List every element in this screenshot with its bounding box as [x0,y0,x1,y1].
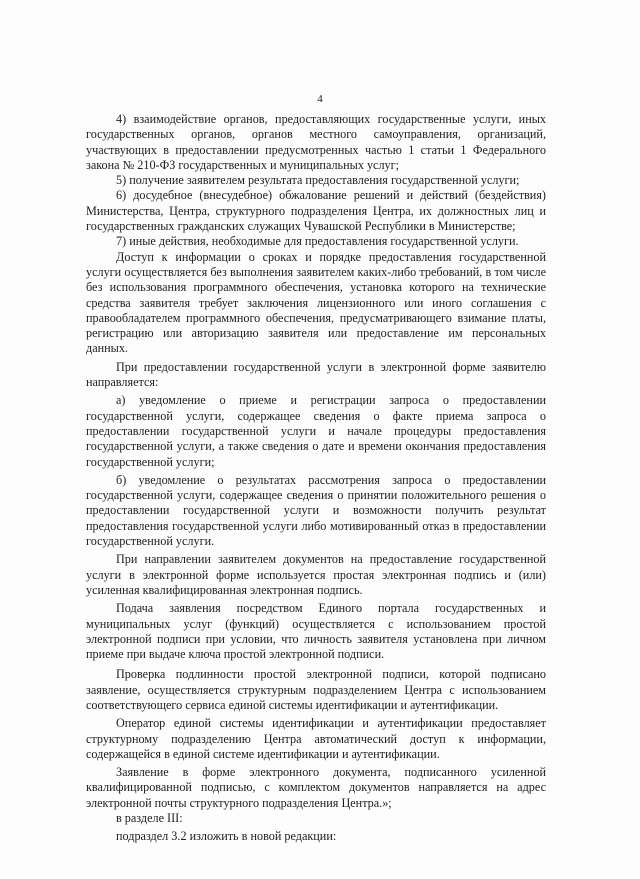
paragraph-signature-check: Проверка подлинности простой электронной подписи, которой подписано заявление, осуществляется структурным подразделением Центра с использованием соответствующего сервиса единой системы идентификации и аутентификации. [86,667,546,712]
paragraph-subsection: подраздел 3.2 изложить в новой редакции: [116,829,337,844]
paragraph-notice-b: б) уведомление о результатах рассмотрения запроса о предоставлении государственной услуги, содержащее сведения о принятии положительного решения о предоставлении государственной услуги и возможности получить результат предоставления государственной услуги либо мотивированный отказ в предоставлении государственной услуги. [86,472,546,549]
paragraph-portal-submission: Подача заявления посредством Единого портала государственных и муниципальных услуг (функций) осуществляется с использованием простой электронной подписи при условии, что личность заявителя установлена при личном приеме при выдаче ключа простой электронной подписи. [86,601,546,662]
paragraph-electronic-form: При предоставлении государственной услуги в электронной форме заявителю направляется: [86,359,546,390]
paragraph-item-6: 6) досудебное (внесудебное) обжалование решений и действий (бездействия) Министерства, Центра, структурного подразделения Центра, их должностных лиц и государственных гражданских служащих Чувашской Республики в Министерстве; [86,188,546,234]
paragraph-section-three: в разделе III: [116,811,183,826]
paragraph-signature: При направлении заявителем документов на предоставление государственной услуги в электронной форме используется простая электронная подпись и (или) усиленная квалифицированная электронная подпись. [86,552,546,597]
paragraph-operator-access: Оператор единой системы идентификации и аутентификации предоставляет структурному подразделению Центра автоматический доступ к информации, содержащейся в единой системе идентификации и аутентификации. [86,716,546,761]
paragraph-item-5: 5) получение заявителем результата предоставления государственной услуги; [116,173,520,188]
page-number: 4 [317,93,323,105]
paragraph-email-submission: Заявление в форме электронного документа, подписанного усиленной квалифицированной подписью, с комплектом документов направляется на адрес электронной почты структурного подразделения Центра.»; [86,765,546,810]
paragraph-notice-a: а) уведомление о приеме и регистрации запроса о предоставлении государственной услуги, содержащее сведения о факте приема запроса о предоставлении государственной услуги и начале процедуры предоставления государственной услуги, а также сведения о дате и времени окончания предоставления государственной услуги; [86,393,546,469]
document-body [86,112,546,845]
paragraph-item-7: 7) иные действия, необходимые для предоставления государственной услуги. [116,234,519,249]
paragraph-info-access: Доступ к информации о сроках и порядке предоставления государственной услуги осуществляется без выполнения заявителем каких-либо требований, в том числе без использования программного обеспечения, установка которого на технические средства заявителя требует заключения лицензионного или иного соглашения с правообладателем программного обеспечения, предусматривающего взимание платы, регистрацию или авторизацию заявителя или предоставление им персональных данных. [86,249,546,356]
paragraph-item-4: 4) взаимодействие органов, предоставляющих государственные услуги, иных государственных органов, органов местного самоуправления, организаций, участвующих в предоставлении предусмотренных частью 1 статьи 1 Федерального закона № 210-ФЗ государственных и муниципальных услуг; [86,112,546,172]
